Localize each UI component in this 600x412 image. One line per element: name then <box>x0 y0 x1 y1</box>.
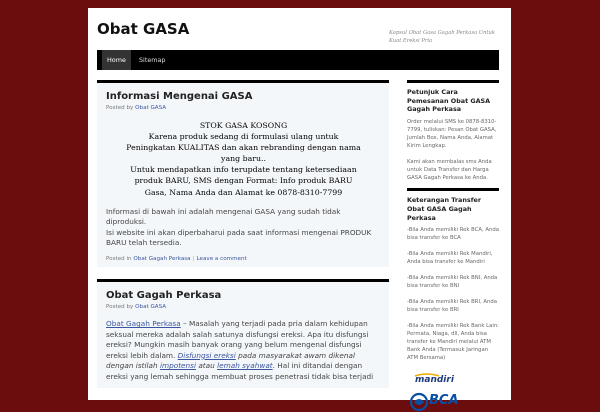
post-title[interactable]: Informasi Mengenai GASA <box>106 91 253 102</box>
widget-keterangan <box>407 188 499 412</box>
widget-text: Order melalui SMS ke 0878-8310-7799, tuliskan: Pesan Obat GASA, Jumlah Box, Nama Anda, Alamat Kirim Lengkap. <box>407 119 497 150</box>
mandiri-logo <box>407 372 499 386</box>
notice-line: produk BARU, SMS dengan Format: Info produk BARU <box>134 176 353 186</box>
author-link[interactable]: Obat GASA <box>135 105 167 111</box>
widget-text: -Bila Anda memiliki Rek Bank Lain: Permata, Niaga, dll, Anda bisa transfer ke Mandiri melalui ATM Bank Anda (Termasuk Jaringan ATM Bersama) <box>407 323 499 362</box>
post-body <box>106 207 381 249</box>
main-content <box>97 80 389 388</box>
byline-label: Posted by <box>106 105 136 111</box>
article-text: pada masyarakat awam dikenal dengan istilah <box>106 350 355 371</box>
widget-text: -Bila Anda memiliki Rek Mandiri, Anda bisa transfer ke Mandiri <box>407 251 493 266</box>
stock-notice <box>106 120 381 198</box>
bca-logo <box>407 392 499 412</box>
sidebar <box>407 80 499 412</box>
footer-separator: | <box>192 256 195 263</box>
widget-text: -Bila Anda memiliki Rek BNI, Anda bisa transfer ke BNI <box>407 275 498 290</box>
post-obat-gagah-perkasa <box>97 279 389 388</box>
notice-line: Untuk mendapatkan info terupdate tentang ketersediaan <box>130 165 357 175</box>
main-nav <box>97 50 499 70</box>
site-title[interactable]: Obat GASA <box>97 20 190 38</box>
widget-text: -Bila Anda memiliki Rek BRI, Anda bisa transfer ke BRI <box>407 299 498 314</box>
bca-emblem-icon <box>409 392 429 412</box>
widget-text: -Bila Anda memiliki Rek BCA, Anda bisa transfer ke BCA <box>407 227 499 242</box>
site-header <box>88 8 511 50</box>
notice-line: Peningkatan KUALITAS dan akan rebranding dengan nama <box>126 143 361 153</box>
leave-comment-link[interactable]: Leave a comment <box>196 256 247 263</box>
category-link[interactable]: Obat Gagah Perkasa <box>133 256 191 263</box>
article-text: . Hal ini ditandai dengan ereksi yang lemah sehingga membuat proses penetrasi tidak bisa terjadi <box>106 361 374 381</box>
notice-line: Gasa, Nama Anda dan Alamat ke 0878-8310-7799 <box>144 187 343 197</box>
page-container <box>88 8 511 409</box>
article-link-impotensi[interactable]: impotensi <box>159 361 197 371</box>
widget-petunjuk <box>407 80 499 182</box>
post-byline <box>106 304 381 310</box>
notice-line: Karena produk sedang di formulasi ulang untuk <box>148 132 339 142</box>
article-text: atau <box>196 361 218 371</box>
post-footer <box>106 256 381 262</box>
widget-title: Keterangan Transfer Obat GASA Gagah Perkasa <box>407 196 481 222</box>
notice-line: yang baru.. <box>221 154 266 164</box>
site-tagline: Kapsul Obat Gasa Gagah Perkasa Untuk Kuat Ereksi Pria <box>389 30 496 44</box>
article-link-lemah-syahwat[interactable]: lemah syahwat <box>217 361 273 371</box>
footer-label: Posted in <box>106 256 134 263</box>
byline-label: Posted by <box>106 304 136 311</box>
post-paragraph: Isi website ini akan diperbaharui pada saat informasi mengenai PRODUK BARU telah tersedia. <box>106 227 372 248</box>
post-title[interactable]: Obat Gagah Perkasa <box>106 290 222 302</box>
widget-title: Petunjuk Cara Pemesanan Obat GASA Gagah Perkasa <box>407 88 491 114</box>
author-link[interactable]: Obat GASA <box>135 304 167 311</box>
post-body <box>106 319 381 383</box>
bca-logo-text: BCA <box>429 393 459 409</box>
notice-line: STOK GASA KOSONG <box>199 121 288 130</box>
post-informasi <box>97 80 389 267</box>
widget-text: Kami akan membalas sms Anda untuk Data Transfer dan Harga GASA Gagah Perkasa ke Anda. <box>407 159 492 182</box>
article-link-obat[interactable]: Obat Gagah Perkasa <box>106 319 181 329</box>
nav-item-home[interactable]: Home <box>102 50 131 70</box>
article-link-disfungsi[interactable]: Disfungsi ereksi <box>177 350 236 360</box>
post-paragraph: Informasi di bawah ini adalah mengenai GASA yang sudah tidak diproduksi. <box>106 206 341 227</box>
post-byline <box>106 105 381 111</box>
mandiri-logo-text: mandiri <box>415 375 454 386</box>
article-text: – Masalah yang terjadi pada pria dalam kehidupan seksual mereka adalah salah satunya disfungsi ereksi. Apa itu disfungsi ereksi? Mungkin masih banyak orang yang belum mengenal disfungsi ereksi lebih dalam. <box>106 319 369 360</box>
nav-item-sitemap[interactable]: Sitemap <box>139 56 166 64</box>
